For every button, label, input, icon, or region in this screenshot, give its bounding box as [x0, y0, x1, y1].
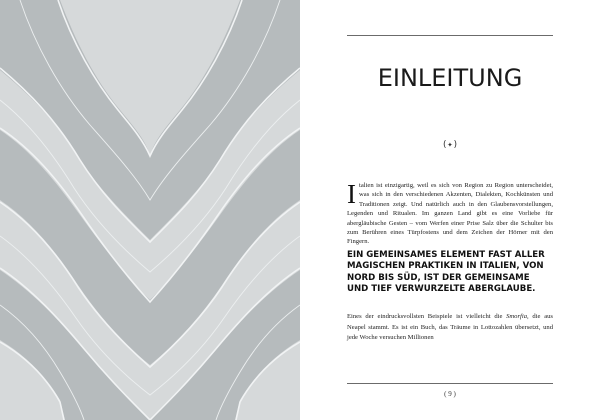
- page-number: ( 9 ): [444, 390, 456, 398]
- intro-text: talien ist einzigartig, weil es sich von Region zu Region unterscheidet, was sich in den verschiedenen Akzenten, Dialekten, Kochkünsten und Traditionen zeigt. Und natürlich auch in den Glaubensvorstellungen, Legenden und Ritualen. Im ganzen Land gibt es eine Vorliebe für abergläubische Gesten – vom Werfen einer Prise Salz über die Schulter bis zum Berühren eines Türpfostens und dem Zeichen der Hörner mit den Fingern.: [347, 182, 553, 246]
- chapter-title: EINLEITUNG: [377, 64, 523, 92]
- body-text-italic: Smorfia: [506, 313, 528, 320]
- ornament-icon: (✦): [441, 140, 459, 150]
- bottom-rule: [347, 383, 553, 384]
- top-rule: [347, 35, 553, 36]
- pull-quote: EIN GEMEINSAMES ELEMENT FAST ALLER MAGISCHEN PRAKTIKEN IN ITALIEN, VON NORD BIS SÜD, IST DER GEMEINSAME UND TIEF VERWURZELTE ABERGLAUBE.: [347, 250, 545, 295]
- body-text-after: , die aus Neapel stammt. Es ist ein Buch, das Träume in Lottozahlen übersetzt, und jede Woche versuchen Millionen: [347, 313, 553, 341]
- intro-paragraph: [347, 181, 553, 247]
- drop-cap: I: [347, 179, 356, 209]
- right-page-text: [300, 0, 600, 420]
- body-paragraph: [347, 312, 553, 344]
- body-text-before: Eines der eindrucksvollsten Beispiele ist vielleicht die: [347, 313, 507, 320]
